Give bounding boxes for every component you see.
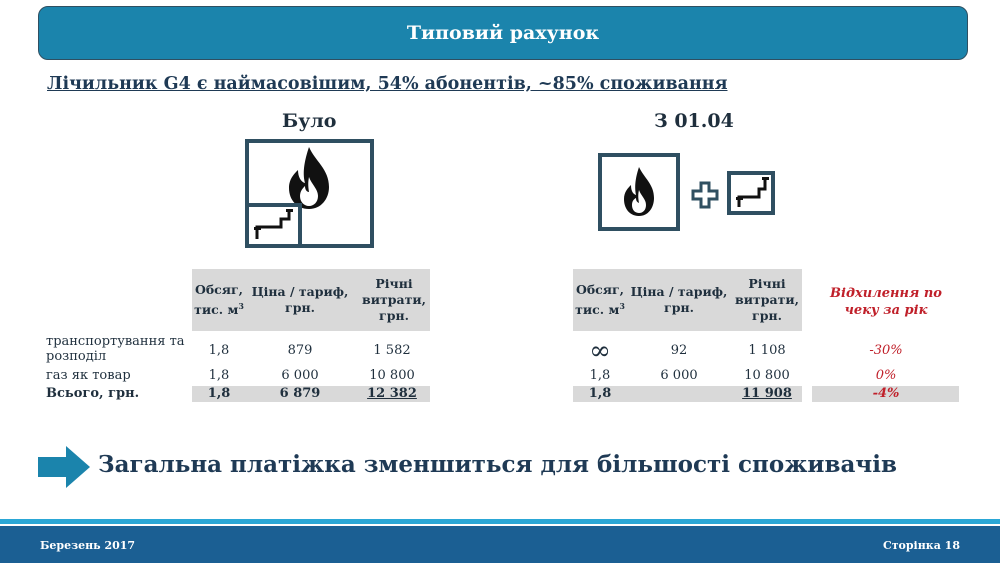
before-header-cost: Річні витрати, грн. xyxy=(362,276,426,323)
after-row-cost: 10 800 xyxy=(744,368,790,383)
subtitle: Лічильник G4 є наймасовішим, 54% абонентів, ~85% споживання xyxy=(47,74,728,94)
after-total-deviation: -4% xyxy=(872,386,900,401)
after-row-volume-infinity: ∞ xyxy=(589,336,611,366)
footer-accent-line xyxy=(0,519,1000,524)
title-bar xyxy=(38,6,968,60)
arrow-right-icon xyxy=(38,446,90,488)
after-row-deviation: -30% xyxy=(869,343,903,358)
after-row-deviation: 0% xyxy=(875,368,897,383)
before-total-price: 6 879 xyxy=(279,386,321,401)
plus-icon xyxy=(691,181,719,209)
conclusion-text: Загальна платіжка зменшиться для більшості споживачів xyxy=(98,451,897,478)
before-header-volume: Обсяг, тис. $м^3$ xyxy=(194,281,244,318)
after-total-volume: 1,8 xyxy=(588,386,612,401)
before-row-price: 879 xyxy=(287,343,313,358)
before-row-cost: 1 582 xyxy=(373,343,411,358)
before-total-volume: 1,8 xyxy=(207,386,231,401)
gas-meter-box-icon xyxy=(727,171,775,215)
before-row-label-transport: транспортування та розподіл xyxy=(46,334,185,364)
after-row-volume: 1,8 xyxy=(589,368,611,383)
slide-title: Типовий рахунок xyxy=(406,22,600,44)
footer xyxy=(0,526,1000,563)
before-row-cost: 10 800 xyxy=(369,368,415,383)
before-total-label: Всього, грн. xyxy=(46,386,140,401)
before-total-cost: 12 382 xyxy=(367,386,417,401)
footer-date: Березень 2017 xyxy=(40,539,136,552)
before-row-volume: 1,8 xyxy=(208,343,230,358)
deviation-header: Відхилення по чеку за рік xyxy=(830,286,942,318)
before-row-volume: 1,8 xyxy=(208,368,230,383)
after-row-cost: 1 108 xyxy=(748,343,786,358)
after-total-cost: 11 908 xyxy=(742,386,792,401)
before-header-price: Ціна / тариф, грн. xyxy=(251,284,349,315)
after-row-price: 6 000 xyxy=(660,368,698,383)
after-flame-box-icon xyxy=(598,153,680,231)
after-header-price: Ціна / тариф, грн. xyxy=(630,284,728,315)
after-header-cost: Річні витрати, грн. xyxy=(735,276,799,323)
before-row-price: 6 000 xyxy=(281,368,319,383)
after-row-price: 92 xyxy=(670,343,688,358)
after-heading: З 01.04 xyxy=(654,110,734,132)
after-header-volume: Обсяг, тис. $м^3$ xyxy=(575,281,625,318)
footer-page-number: Сторінка 18 xyxy=(882,539,960,552)
before-heading: Було xyxy=(282,110,337,132)
before-meter-icon xyxy=(245,139,375,249)
before-row-label-gas: газ як товар xyxy=(46,368,131,383)
